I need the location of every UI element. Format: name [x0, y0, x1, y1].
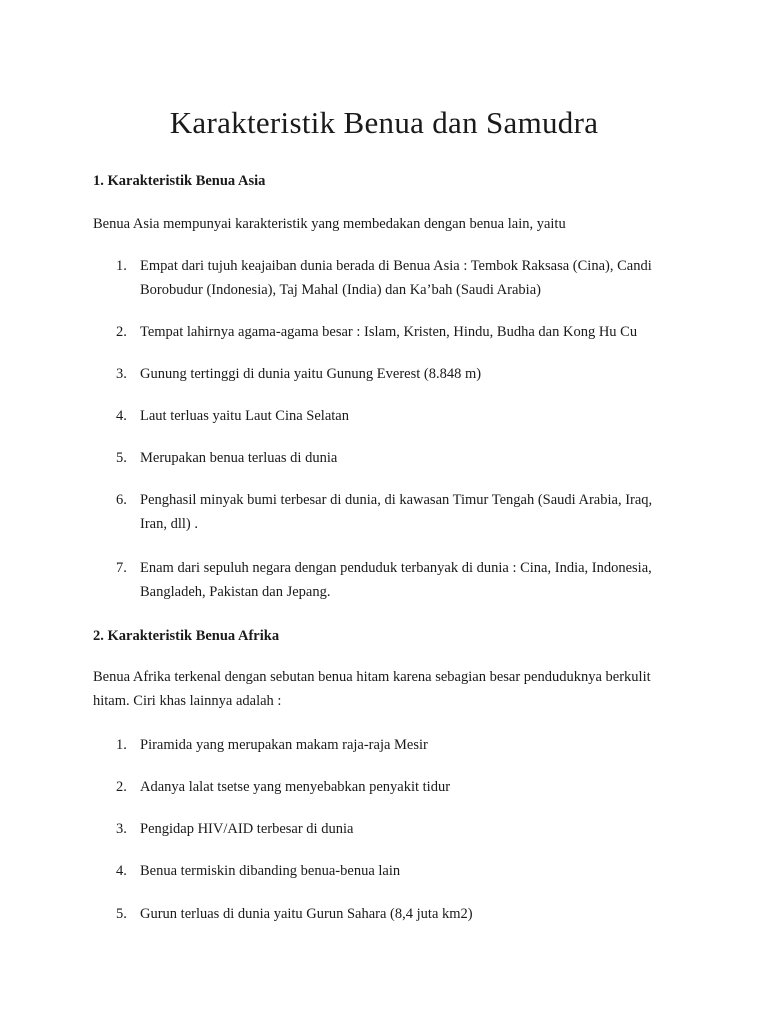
- page-title: Karakteristik Benua dan Samudra: [169, 105, 599, 140]
- list-item-text: Adanya lalat tsetse yang menyebabkan penyakit tidur: [140, 779, 451, 795]
- list-item: [116, 488, 676, 536]
- list-item-text: Gunung tertinggi di dunia yaitu Gunung Everest (8.848 m): [140, 366, 482, 382]
- list-item: [116, 902, 676, 926]
- section-heading-afrika: 2. Karakteristik Benua Afrika: [93, 628, 280, 644]
- section-intro-asia: Benua Asia mempunyai karakteristik yang membedakan dengan benua lain, yaitu: [93, 216, 566, 232]
- list-item-number: 3.: [116, 821, 127, 837]
- list-item: [116, 404, 676, 428]
- list-item-text: Laut terluas yaitu Laut Cina Selatan: [140, 408, 349, 424]
- list-item-number: 6.: [116, 492, 127, 508]
- list-item: [116, 775, 676, 799]
- list-item: [116, 446, 676, 470]
- list-item-number: 5.: [116, 450, 127, 466]
- list-item-text: Empat dari tujuh keajaiban dunia berada di Benua Asia : Tembok Raksasa (Cina), Candi Borobudur (Indonesia), Taj Mahal (India) dan Ka’bah (Saudi Arabia): [140, 258, 652, 298]
- list-item-text: Penghasil minyak bumi terbesar di dunia, di kawasan Timur Tengah (Saudi Arabia, Iraq, Iran, dll) .: [140, 492, 653, 532]
- list-item: [116, 556, 676, 604]
- list-item: [116, 859, 676, 883]
- list-item-number: 2.: [116, 324, 127, 340]
- list-item-text: Enam dari sepuluh negara dengan penduduk terbanyak di dunia : Cina, India, Indonesia, Bangladeh, Pakistan dan Jepang.: [140, 560, 652, 600]
- list-item-number: 4.: [116, 408, 127, 424]
- list-item: [116, 817, 676, 841]
- list-item-number: 1.: [116, 258, 127, 274]
- list-item: [116, 733, 676, 757]
- list-item: [116, 362, 676, 386]
- list-item-text: Piramida yang merupakan makam raja-raja Mesir: [140, 737, 428, 753]
- list-item-text: Benua termiskin dibanding benua-benua lain: [140, 863, 401, 879]
- list-item-text: Pengidap HIV/AID terbesar di dunia: [140, 821, 354, 837]
- list-item-number: 7.: [116, 560, 127, 576]
- list-item-text: Tempat lahirnya agama-agama besar : Islam, Kristen, Hindu, Budha dan Kong Hu Cu: [140, 324, 638, 340]
- list-item-number: 4.: [116, 863, 127, 879]
- list-item-text: Gurun terluas di dunia yaitu Gurun Sahara (8,4 juta km2): [140, 906, 473, 922]
- section-heading-asia: 1. Karakteristik Benua Asia: [93, 173, 266, 189]
- list-item-number: 2.: [116, 779, 127, 795]
- list-item: [116, 254, 676, 302]
- list-item-number: 3.: [116, 366, 127, 382]
- list-item-number: 1.: [116, 737, 127, 753]
- list-item: [116, 320, 696, 344]
- list-item-text: Merupakan benua terluas di dunia: [140, 450, 338, 466]
- list-item-number: 5.: [116, 906, 127, 922]
- section-intro-afrika: Benua Afrika terkenal dengan sebutan benua hitam karena sebagian besar penduduknya berkulit hitam. Ciri khas lainnya adalah :: [93, 669, 651, 709]
